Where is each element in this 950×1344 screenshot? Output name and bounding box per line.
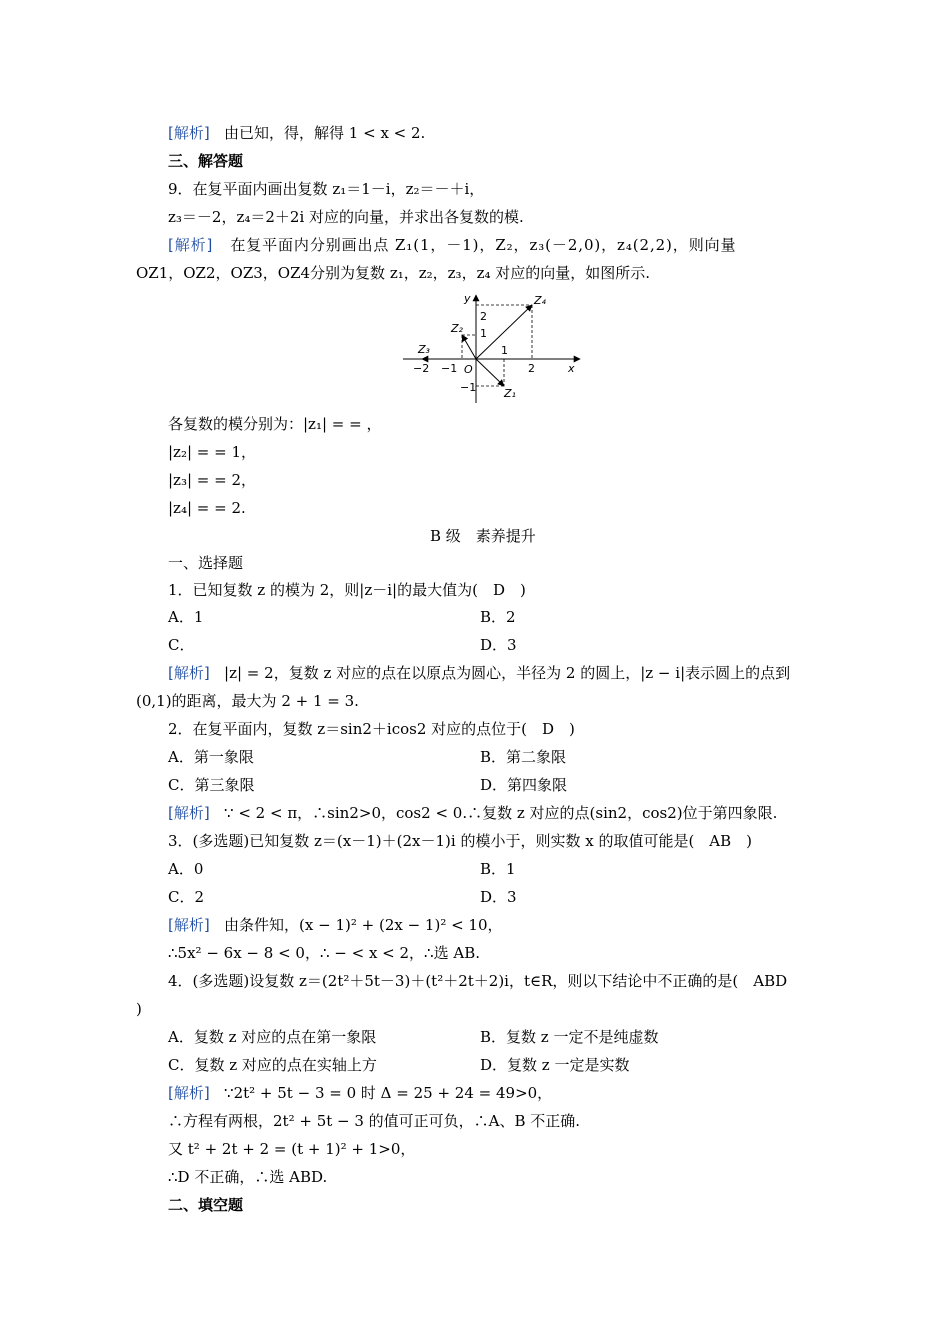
question-3-stem: 3．(多选题)已知复数 z＝(x－1)＋(2x－1)i 的模小于，则实数 x 的取值可能是( AB ) — [168, 832, 752, 850]
analysis-9-line-1 — [168, 235, 736, 255]
question-1-option-d: D．3 — [480, 636, 517, 654]
point-label-z2: Z₂ — [451, 322, 463, 335]
section-heading-choice: 一、选择题 — [168, 554, 244, 572]
modulus-line-2: |z₂| = = 1， — [168, 443, 257, 461]
question-2-option-c: C．第三象限 — [168, 776, 255, 794]
x-axis-label: x — [568, 362, 575, 375]
section-heading-fill: 二、填空题 — [168, 1196, 244, 1214]
vector-oz1 — [476, 359, 504, 386]
question-1-option-a: A．1 — [168, 608, 204, 626]
analysis-text: 由已知，得，解得 1 < x < 2. — [224, 124, 426, 142]
tick-label-y-neg1: −1 — [460, 381, 477, 394]
question-4-stem-end: ) — [136, 1000, 142, 1018]
question-4-option-b: B．复数 z 一定不是纯虚数 — [480, 1028, 659, 1046]
analysis-text: 在复平面内分别画出点 Z₁(1，－1)，Z₂，z₃(－2,0)，z₄(2,2)，则向量 — [230, 236, 737, 254]
modulus-line-3: |z₃| = = 2， — [168, 471, 257, 489]
analysis-1-line-2: (0,1)的距离，最大为 2 + 1 = 3. — [136, 692, 359, 710]
analysis-tag: [解析] — [168, 124, 210, 142]
complex-plane-figure — [398, 291, 588, 406]
question-4-option-a: A．复数 z 对应的点在第一象限 — [168, 1028, 377, 1046]
tick-label-x-1: 1 — [501, 344, 508, 357]
analysis-1-line-1 — [168, 663, 790, 683]
tick-label-y-1: 1 — [480, 327, 487, 340]
tick-label-x-neg1: −1 — [441, 362, 458, 375]
analysis-3-line-2: ∴5x² − 6x − 8 < 0，∴ − < x < 2，∴选 AB. — [168, 944, 480, 962]
tick-label-x-2: 2 — [528, 362, 535, 375]
question-1-option-b: B．2 — [480, 608, 516, 626]
analysis-tag: [解析] — [168, 664, 210, 682]
question-1-stem: 1．已知复数 z 的模为 2，则|z－i|的最大值为( D ) — [168, 581, 526, 599]
question-2-option-b: B．第二象限 — [480, 748, 567, 766]
analysis-tag: [解析] — [168, 1084, 210, 1102]
point-label-z4: Z₄ — [534, 294, 546, 307]
analysis-tag: [解析] — [168, 916, 210, 934]
analysis-tag: [解析] — [168, 236, 214, 254]
level-b-heading: B 级 素养提升 — [430, 527, 536, 545]
modulus-line-4: |z₄| = = 2. — [168, 499, 246, 517]
question-3-option-a: A．0 — [168, 860, 204, 878]
vector-oz2 — [462, 335, 476, 359]
analysis-2 — [168, 803, 777, 823]
question-1-option-c: C． — [168, 636, 195, 654]
tick-label-x-neg2: −2 — [413, 362, 430, 375]
question-4-stem: 4．(多选题)设复数 z＝(2t²＋5t－3)＋(t²＋2t＋2)i，t∈R，则以下结论中不正确的是( ABD — [168, 972, 788, 990]
question-2-option-a: A．第一象限 — [168, 748, 254, 766]
analysis-text: 由条件知，(x − 1)² + (2x − 1)² < 10， — [224, 916, 503, 934]
analysis-text: ∵2t² + 5t − 3 = 0 时 Δ = 25 + 24 = 49>0， — [224, 1084, 553, 1102]
analysis-4-line-2: ∴方程有两根，2t² + 5t − 3 的值可正可负，∴A、B 不正确. — [168, 1112, 581, 1130]
analysis-tag: [解析] — [168, 804, 210, 822]
section-heading-answer: 三、解答题 — [168, 152, 244, 170]
point-label-z1: Z₁ — [504, 387, 516, 400]
analysis-3-line-1 — [168, 915, 503, 935]
question-9-line-2: z₃＝－2，z₄＝2＋2i 对应的向量，并求出各复数的模. — [168, 208, 524, 226]
analysis-line-1 — [168, 123, 425, 143]
question-4-option-d: D．复数 z 一定是实数 — [480, 1056, 630, 1074]
question-2-option-d: D．第四象限 — [480, 776, 568, 794]
question-3-option-d: D．3 — [480, 888, 517, 906]
tick-label-y-2: 2 — [480, 310, 487, 323]
analysis-4-line-1 — [168, 1083, 552, 1103]
question-2-stem: 2．在复平面内，复数 z＝sin2＋icos2 对应的点位于( D ) — [168, 720, 575, 738]
analysis-text: ∵ < 2 < π，∴sin2>0，cos2 < 0.∴复数 z 对应的点(sin2，cos2)位于第四象限. — [224, 804, 778, 822]
question-4-option-c: C．复数 z 对应的点在实轴上方 — [168, 1056, 377, 1074]
y-axis-label: y — [464, 292, 471, 305]
question-3-option-c: C．2 — [168, 888, 205, 906]
question-9-line-1: 9．在复平面内画出复数 z₁＝1－i，z₂＝－＋i， — [168, 180, 485, 198]
question-3-option-b: B．1 — [480, 860, 516, 878]
point-label-z3: Z₃ — [418, 343, 430, 356]
analysis-9-line-2: OZ1，OZ2，OZ3，OZ4分别为复数 z₁，z₂，z₃，z₄ 对应的向量，如图所示. — [136, 264, 651, 282]
analysis-4-line-4: ∴D 不正确，∴选 ABD. — [168, 1168, 328, 1186]
analysis-4-line-3: 又 t² + 2t + 2 = (t + 1)² + 1>0， — [168, 1140, 416, 1158]
analysis-text: |z| = 2，复数 z 对应的点在以原点为圆心，半径为 2 的圆上，|z − i|表示圆上的点到 — [224, 664, 791, 682]
modulus-line-1: 各复数的模分别为：|z₁| = = ， — [168, 415, 382, 433]
origin-label: O — [464, 363, 473, 376]
